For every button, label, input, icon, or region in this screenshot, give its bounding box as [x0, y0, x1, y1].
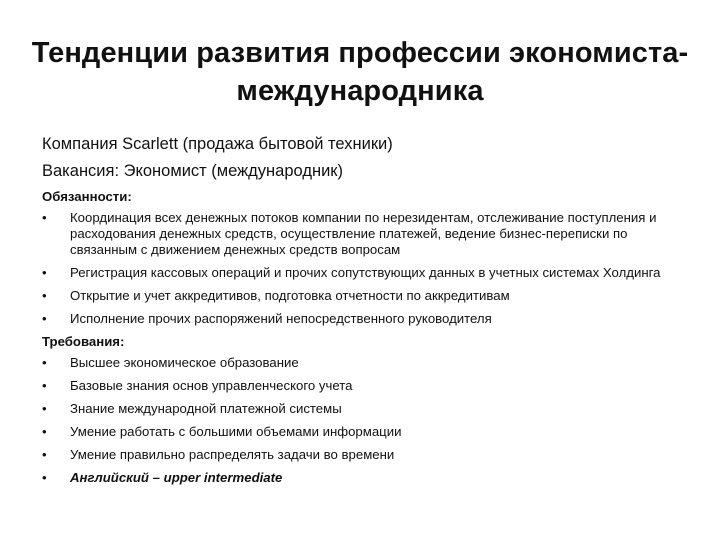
bullet-icon: •	[42, 424, 47, 439]
requirement-text: Умение работать с большими объемами информации	[70, 424, 402, 439]
bullet-icon: •	[42, 401, 47, 416]
slide-title-line-1: Тенденции развития профессии экономиста-	[31, 37, 689, 69]
bullet-icon: •	[42, 210, 47, 225]
vacancy-line: Вакансия: Экономист (международник)	[42, 162, 343, 180]
slide-title-line-2: международника	[236, 75, 484, 107]
duties-list	[42, 210, 662, 327]
bullet-icon: •	[42, 265, 47, 280]
list-item	[42, 288, 662, 304]
duties-heading: Обязанности:	[42, 189, 132, 204]
requirements-heading: Требования:	[42, 334, 125, 349]
bullet-icon: •	[42, 447, 47, 462]
requirement-text: Знание международной платежной системы	[70, 401, 342, 416]
list-item	[42, 311, 662, 327]
job-description	[42, 189, 662, 493]
requirements-list	[42, 355, 662, 486]
list-item	[42, 378, 662, 394]
list-item	[42, 355, 662, 371]
list-item	[42, 470, 662, 486]
bullet-icon: •	[42, 378, 47, 393]
bullet-icon: •	[42, 311, 47, 326]
duty-text: Координация всех денежных потоков компании по нерезидентам, отслеживание поступления и расходования денежных средств, осуществление платежей, ведение бизнес-переписки по связанным с движением денежных средств вопросам	[70, 210, 657, 257]
duty-text: Регистрация кассовых операций и прочих сопутствующих данных в учетных системах Холдинга	[70, 265, 661, 280]
bullet-icon: •	[42, 288, 47, 303]
company-line: Компания Scarlett (продажа бытовой техники)	[42, 135, 393, 153]
list-item	[42, 265, 662, 281]
requirement-text: Английский – upper intermediate	[70, 470, 283, 485]
bullet-icon: •	[42, 470, 47, 485]
list-item	[42, 210, 662, 258]
list-item	[42, 447, 662, 463]
bullet-icon: •	[42, 355, 47, 370]
requirement-text: Высшее экономическое образование	[70, 355, 299, 370]
list-item	[42, 401, 662, 417]
duty-text: Открытие и учет аккредитивов, подготовка отчетности по аккредитивам	[70, 288, 510, 303]
requirement-text: Умение правильно распределять задачи во времени	[70, 447, 395, 462]
slide-title	[30, 34, 690, 110]
list-item	[42, 424, 662, 440]
duty-text: Исполнение прочих распоряжений непосредственного руководителя	[70, 311, 492, 326]
requirement-text: Базовые знания основ управленческого учета	[70, 378, 353, 393]
